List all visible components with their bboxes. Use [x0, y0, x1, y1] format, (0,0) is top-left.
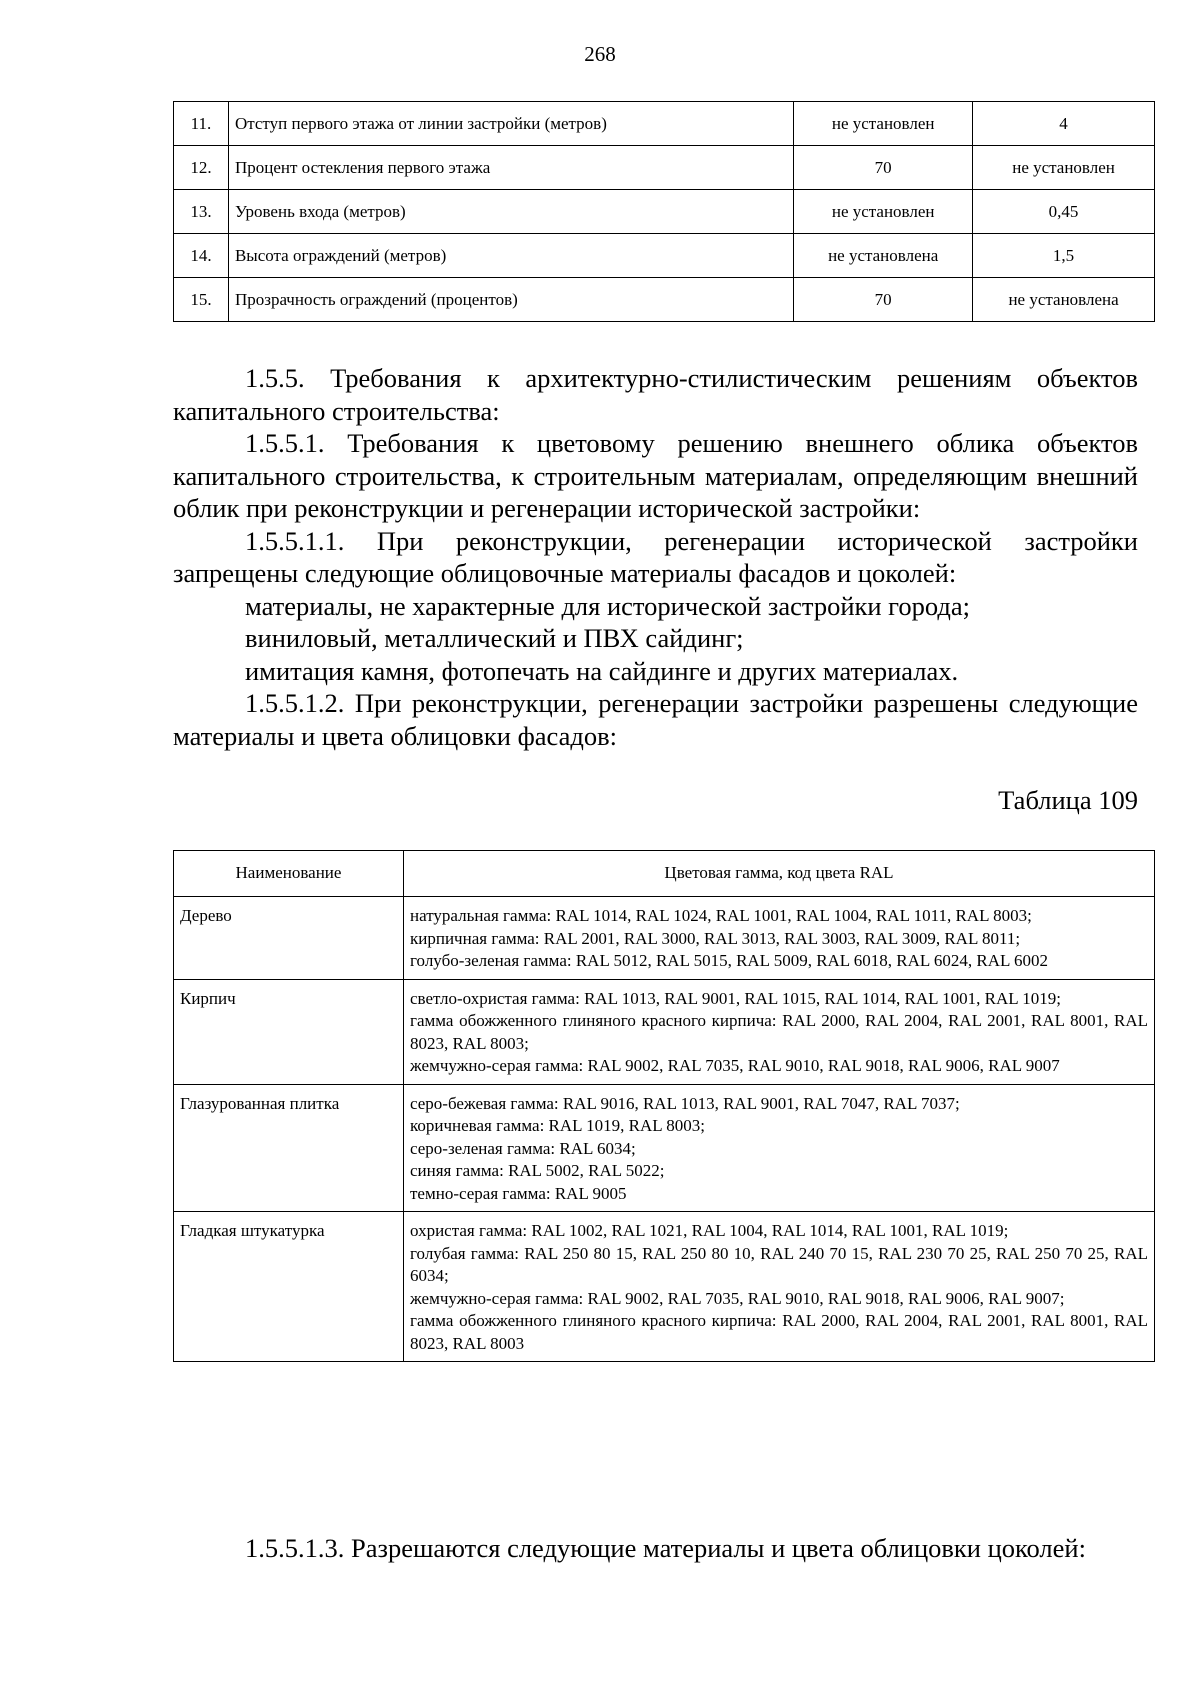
table-row [174, 1084, 1155, 1212]
color-line: кирпичная гамма: RAL 2001, RAL 3000, RAL 3013, RAL 3003, RAL 3009, RAL 8011; [410, 928, 1021, 948]
material-name: Гладкая штукатурка [174, 1212, 404, 1362]
list-item: имитация камня, фотопечать на сайдинге и других материалах. [245, 655, 959, 686]
paragraph-1-5-5: 1.5.5. Требования к архитектурно-стилистическим решениям объектов капитального строительства: [173, 363, 1138, 426]
table-row [174, 234, 1155, 278]
parameter-value-2: 1,5 [973, 234, 1155, 278]
requirements-text [173, 362, 1138, 752]
color-line: жемчужно-серая гамма: RAL 9002, RAL 7035, RAL 9010, RAL 9018, RAL 9006, RAL 9007; [410, 1288, 1065, 1308]
column-header-name: Наименование [174, 851, 404, 897]
parameter-value-1: 70 [794, 146, 973, 190]
color-line: серо-бежевая гамма: RAL 9016, RAL 1013, RAL 9001, RAL 7047, RAL 7037; [410, 1093, 960, 1113]
table-caption: Таблица 109 [998, 785, 1138, 815]
parameter-value-1: не установлен [794, 190, 973, 234]
page-number: 268 [584, 42, 616, 66]
color-line: гамма обожженного глиняного красного кирпича: RAL 2000, RAL 2004, RAL 2001, RAL 8001, RAL 8023, RAL 8003 [410, 1311, 1148, 1353]
parameters-table [173, 101, 1155, 322]
table-row [174, 102, 1155, 146]
parameter-value-2: 4 [973, 102, 1155, 146]
table-row [174, 1212, 1155, 1362]
color-line: серо-зеленая гамма: RAL 6034; [410, 1138, 636, 1158]
parameter-value-2: 0,45 [973, 190, 1155, 234]
column-header-colors: Цветовая гамма, код цвета RAL [404, 851, 1155, 897]
color-range [404, 897, 1155, 980]
table-row [174, 897, 1155, 980]
row-number: 12. [174, 146, 229, 190]
color-line: охристая гамма: RAL 1002, RAL 1021, RAL 1004, RAL 1014, RAL 1001, RAL 1019; [410, 1221, 1009, 1240]
materials-colors-table [173, 850, 1155, 1362]
color-line: натуральная гамма: RAL 1014, RAL 1024, RAL 1001, RAL 1004, RAL 1011, RAL 8003; [410, 906, 1032, 925]
color-line: коричневая гамма: RAL 1019, RAL 8003; [410, 1116, 706, 1135]
parameter-name: Высота ограждений (метров) [228, 234, 793, 278]
color-line: гамма обожженного глиняного красного кирпича: RAL 2000, RAL 2004, RAL 2001, RAL 8001, RAL 8023, RAL 8003; [410, 1011, 1148, 1053]
table-row [174, 190, 1155, 234]
parameter-name: Процент остекления первого этажа [228, 146, 793, 190]
color-range [404, 1084, 1155, 1212]
parameter-name: Прозрачность ограждений (процентов) [228, 278, 793, 322]
color-line: синяя гамма: RAL 5002, RAL 5022; [410, 1161, 665, 1180]
closing-text [173, 1532, 1138, 1565]
parameter-name: Отступ первого этажа от линии застройки (метров) [228, 102, 793, 146]
parameter-value-2: не установлен [973, 146, 1155, 190]
parameter-value-1: не установлена [794, 234, 973, 278]
color-line: голубая гамма: RAL 250 80 15, RAL 250 80 10, RAL 240 70 15, RAL 230 70 25, RAL 250 70 25, RAL 6034; [410, 1243, 1148, 1285]
parameter-value-2: не установлена [973, 278, 1155, 322]
color-range [404, 979, 1155, 1084]
color-line: жемчужно-серая гамма: RAL 9002, RAL 7035, RAL 9010, RAL 9018, RAL 9006, RAL 9007 [410, 1056, 1060, 1075]
material-name: Дерево [174, 897, 404, 980]
color-line: темно-серая гамма: RAL 9005 [410, 1183, 627, 1203]
row-number: 15. [174, 278, 229, 322]
paragraph-1-5-5-1-1: 1.5.5.1.1. При реконструкции, регенерации исторической застройки запрещены следующие облицовочные материалы фасадов и цоколей: [173, 525, 1138, 588]
table-row [174, 146, 1155, 190]
row-number: 11. [174, 102, 229, 146]
paragraph-1-5-5-1: 1.5.5.1. Требования к цветовому решению внешнего облика объектов капитального строительства, к строительным материалам, определяющим внешний облик при реконструкции и регенерации исторической застройки: [173, 428, 1138, 523]
table-header-row [174, 851, 1155, 897]
paragraph-1-5-5-1-2: 1.5.5.1.2. При реконструкции, регенерации застройки разрешены следующие материалы и цвета облицовки фасадов: [173, 688, 1138, 751]
material-name: Кирпич [174, 979, 404, 1084]
parameter-value-1: 70 [794, 278, 973, 322]
list-item: виниловый, металлический и ПВХ сайдинг; [245, 623, 744, 653]
parameter-name: Уровень входа (метров) [228, 190, 793, 234]
row-number: 13. [174, 190, 229, 234]
color-range [404, 1212, 1155, 1362]
table-row [174, 278, 1155, 322]
color-line: голубо-зеленая гамма: RAL 5012, RAL 5015, RAL 5009, RAL 6018, RAL 6024, RAL 6002 [410, 951, 1049, 970]
row-number: 14. [174, 234, 229, 278]
color-line: светло-охристая гамма: RAL 1013, RAL 9001, RAL 1015, RAL 1014, RAL 1001, RAL 1019; [410, 988, 1062, 1008]
list-item: материалы, не характерные для исторической застройки города; [245, 590, 970, 621]
paragraph-1-5-5-1-3: 1.5.5.1.3. Разрешаются следующие материалы и цвета облицовки цоколей: [245, 1533, 1086, 1563]
table-row [174, 979, 1155, 1084]
parameter-value-1: не установлен [794, 102, 973, 146]
material-name: Глазурованная плитка [174, 1084, 404, 1212]
